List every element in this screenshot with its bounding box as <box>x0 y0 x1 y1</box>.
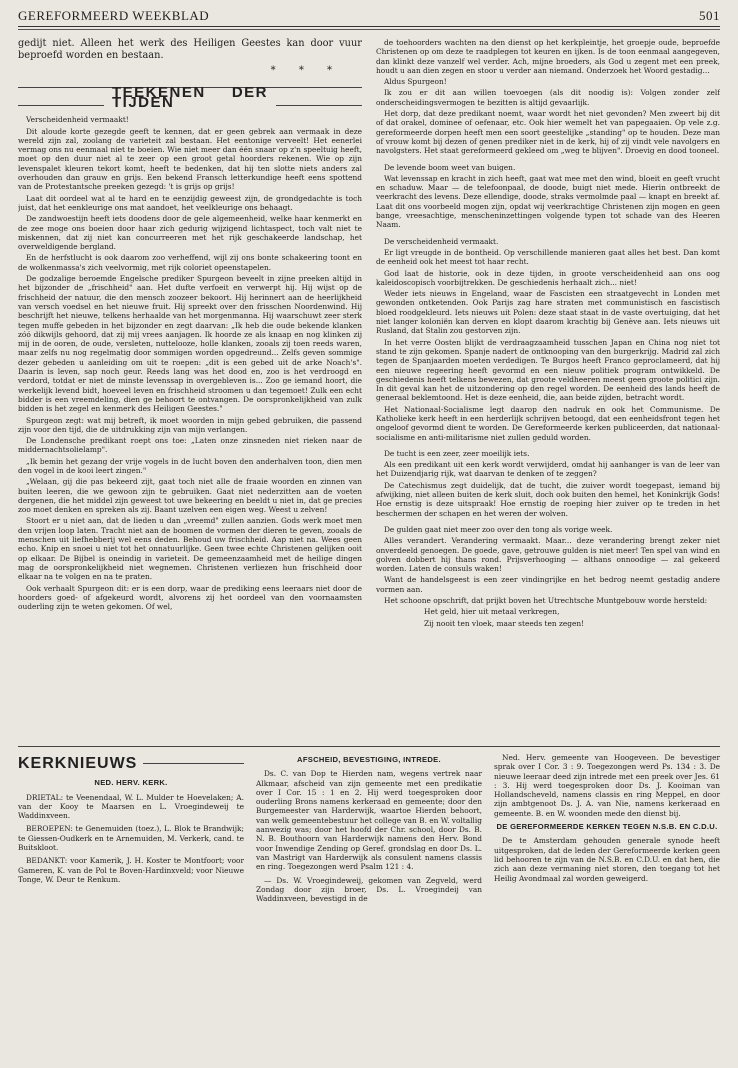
article-paragraph: De verscheidenheid vermaakt. <box>384 236 499 246</box>
article-paragraph: Aldus Spurgeon! <box>384 77 447 87</box>
article-paragraph: De zandwoestijn heeft iets doodens door de gele algemeenheid, welke haar kenmerkt en de zee moge ons boeien door haar zich gedurig wijzigend lichtaspect, toch valt niet te miskennen, dat zij niet kan concurreeren met het rijk geschakeerde landschap, het overweldigende bergland. <box>18 214 362 252</box>
article-paragraph: Het schoone opschrift, dat prijkt boven het Utrechtsche Muntgebouw worde hersteld: <box>384 596 708 606</box>
article-paragraph: Wat levenssap en kracht in zich heeft, gaat wat mee met den wind, bloeit en geeft vrucht en schaduw. Maar — de telefoonpaal, de doode, buigt niet mede. Hierin ontbreekt de veerkracht des levens. Deze ellendige, doode, straks vermolmde paal — knapt en breekt af. Laat dit ons voorbeeld mogen zijn, opdat wij veerkrachtige Christenen zijn mogen en geen bange, vreesachtige, menscheninzettingen volgende typen tot schade van des Heeren Naam. <box>376 173 720 230</box>
right-column <box>376 38 720 738</box>
news-paragraph: BEROEPEN: te Genemuiden (toez.), L. Blok te Brandwijk; te Giessen-Oudkerk en te Arnemuiden, M. Verkerk, cand. te Buitskloot. <box>18 824 244 853</box>
verse-line-2: Zij nooit ten vloek, maar steeds ten zegen! <box>424 618 585 628</box>
header-rule <box>18 26 720 27</box>
article-paragraph: Er ligt vreugde in de bontheid. Op verschillende manieren gaat alles het best. Dan komt de eenheid ook het meest tot haar recht. <box>376 247 720 267</box>
article-paragraph: Spurgeon zegt: wat mij betreft, ik moet woorden in mijn gebed gebruiken, die passend zijn voor den tijd, die de uitdrukking zijn van mijn verlangen. <box>18 415 362 434</box>
kerknieuws-subheading: NED. HERV. KERK. <box>94 778 168 788</box>
article-paragraph: De tucht is een zeer, zeer moeilijk iets. <box>384 448 530 458</box>
intro-text: gedijt niet. Alleen het werk des Heiligen Geestes kan door vuur beproefd worden en bestaan. <box>18 38 362 61</box>
news-paragraph: — Ds. W. Vroegindeweij, gekomen van Zegveld, werd Zondag door zijn broer, Ds. L. Vroegindeij van Waddinxveen, bevestigd in de <box>256 875 482 904</box>
newspaper-page <box>18 8 720 1060</box>
article-paragraph: de toehoorders wachten na den dienst op het kerkpleintje, het groepje oude, beproefde Christenen op om deze te raadplegen tot keuren en ijken. Is de toon eenmaal aangegeven, dan klinkt deze vanzelf wel verder. Ach, mijne broeders, als God u zegent met een preek, houdt u aan dien zegen en stoor u verder aan niemand. Onderzoek het Woord gestadig... <box>376 38 720 75</box>
article-paragraph: „Ik bemin het gezang der vrije vogels in de lucht boven den anderhalven toon, dien men den vogel in de kooi leert zingen." <box>18 456 362 475</box>
article-paragraph: Het dorp, dat deze predikant noemt, waar wordt het niet gevonden? Men zweert bij dit of dat orakel, dominee of oefenaar, etc. Ook hier wemelt het van papegaaien. Op vele z.g. gereformeerde dorpen heeft men een soort geestelijke „standing" op te houden. Deze man of vrouw komt bij dezen of genen prediker niet in de kerk, hij of zij vindt vele navolgers en navolgsters. Het staat gereformeerd gekleed om „weg te blijven". Droevig en dood tooneel. <box>376 109 720 156</box>
article-paragraph: De Catechismus zegt duidelijk, dat de tucht, die zuiver wordt toegepast, iemand bij afwijking, niet alleen buiten de kerk sluit, doch ook buiten den hemel, het Koninkrijk Gods! Hoe ernstig is deze uitspraak! Hoe ernstig de roeping hier zuiver op te treden in het beschermen der schapen en het weren der wolven. <box>376 480 720 518</box>
article-paragraph: „Welaan, gij die pas bekeerd zijt, gaat toch niet alle de fraaie woorden en zinnen van buiten leeren, die we gewoon zijn te gebruiken. Gaat niet nederzitten aan de voeten dergenen, die het middel zijn geweest tot uwe bekeering en beeldt u niet in, dat ge precies zoo moet denken en spreken als zij. Baant uzelven een eigen weg. Weest u zelven! <box>18 477 362 515</box>
verse-line-1: Het geld, hier uit metaal verkregen, <box>424 607 560 617</box>
page-header <box>18 8 720 24</box>
article-paragraph: Verscheidenheid vermaakt! <box>26 115 129 125</box>
bottom-section <box>18 746 720 907</box>
article-paragraph: Alles verandert. Verandering vermaakt. Maar... deze verandering brengt zeker niet onverdeeld genoegen. De goede, gave, getrouwe gulden is niet meer! Ten spel van wind en golven dobbert hij thans rond. Prijsverhooging — althans onnoodige — zal gekeerd worden. Laten de consuls waken! <box>376 536 720 574</box>
article-paragraph: De levende boom weet van buigen. <box>384 162 516 172</box>
afscheid-title: AFSCHEID, BEVESTIGING, INTREDE. <box>297 755 441 764</box>
news-paragraph: DRIETAL: te Veenendaal, W. L. Mulder te Hoevelaken; A. van der Kooy te Maarsen en L. Vroegindeweij te Waddinxveen. <box>18 792 244 821</box>
header-rule-thin <box>18 29 720 30</box>
news-paragraph: Ds. C. van Dop te Hierden nam, wegens vertrek naar Alkmaar, afscheid van zijn gemeente met een predikatie over I Cor. 15 : 1 en 2. Hij werd toegesproken door ouderling Brons namens kerkeraad en gemeente; door den Burgemeester van Harderwijk, waartoe Hierden behoort, van welk gemeentebestuur het college van B. en W. voltallig aanwezig was; door het hoofd der Chr. school, door Ds. B. N. B. Bouthoorn van Harderwijk namens den Herv. Bond voor Inwendige Zending op Geref. grondslag en door Ds. L. van Mastrigt van Harderwijk als consulent namens classis en ring. Toegezongen werd Psalm 121 : 4. <box>256 769 482 872</box>
article-paragraph: Want de handelsgeest is een zeer vindingrijke en het bedrog neemt gestadig andere vormen aan. <box>376 575 720 594</box>
news-paragraph: BEDANKT: voor Kamerik, J. H. Koster te Montfoort; voor Gameren, K. van de Pol te Boven-Hardinxveld; voor Nieuwe Tonge, W. Deur te Renkum. <box>18 856 244 884</box>
main-columns <box>18 38 720 738</box>
article-paragraph: Weder iets nieuws in Engeland, waar de Fascisten een straatgevecht in Londen met gewonden ontketenden. Ook Parijs zag hare straten met communistisch en fascistisch bloed roodgekleurd. Iets nieuws uit Polen: deze staat staat in de vaste overtuiging, dat het niet langer koloniën kan derven en klopt daarom krachtig bij Genève aan. Iets nieuws uit Rusland, dat Stalin zou gestorven zijn. <box>376 289 720 336</box>
section-title-box <box>18 84 362 111</box>
article-paragraph: In het verre Oosten blijkt de verdraagzaamheid tusschen Japan en China nog niet tot stand te zijn gekomen. Spanje nadert de ontknooping van den burgerkrijg. Madrid zal zich tegen de Spanjaarden moeten verdedigen. Te Burgos heeft Franco geproclameerd, dat hij een nieuwe regeering heeft gevormd en een nieuw politiek program ontwikkeld. De geschiedenis heeft telkens bewezen, dat groote veldheeren meest geen groote politici zijn. In dit geval kan het de uitzondering op den regel worden. De eenheid des lands heeft de generaal beklemtoond. Het is deze eenheid, die, aan beide zijden, betracht wordt. <box>376 337 720 403</box>
section-title: TEEKENEN DER TIJDEN <box>104 88 276 107</box>
article-paragraph: Laat dit oordeel wat al te hard en te eenzijdig geweest zijn, de grondgedachte is toch juist, dat het eenkleurige ons mat aandoet, het veelkleurige ons behaagt. <box>18 193 362 212</box>
closing-paragraph: De te Amsterdam gehouden generale synode heeft uitgesproken, dat de leden der Gereformeerde kerken geen lid behooren te zijn van de N.S.B. en C.D.U. en dat hen, die zich aan deze vermaning niet storen, den toegang tot het Heilig Avondmaal zal worden geweigerd. <box>494 836 720 883</box>
article-paragraph: De Londensche predikant roept ons toe: „Laten onze zinsneden niet rieken naar de middernachtsolielamp". <box>18 436 362 455</box>
article-paragraph: Dit aloude korte gezegde geeft te kennen, dat er geen gebrek aan vermaak in deze wereld zijn zal, zoolang de varieteit zal bestaan. Het eentonige verveelt! Het eenerlei vermag ons nu eenmaal niet te boeien. Wie niet meer dan één snaar op z'n speeltuig heeft, moet op den duur niet al te zeer op een groot getal hoorders rekenen. Wie op zijn levenspalet kleuren tekort komt, heeft te bedenken, dat hij ten slotte niets anders zal overhouden dan grauw en grijs. Een bekend Fransch letterkundige heeft eens spottend van de Protestantsche preeken gezegd: 't is grijs op grijs! <box>18 126 362 192</box>
kerknieuws-column <box>18 753 244 907</box>
article-paragraph: Stoort er u niet aan, dat de lieden u dan „vreemd" zullen aanzien. Gods werk moet men den vrijen loop laten. Tracht niet aan de boomen de vormen der dieren te geven, zooals de menschen uit liefhebberij wel eens deden. Behoud uw frischheid. Aap niet na. Wees geen echo. Knip en snoei u niet tot het onnatuurlijke. Geen twee echte Christenen gelijken ooit op elkaar. De Bijbel is oneindig in varieteit. De gemeenzaamheid met de heilige dingen mag de oorspronkelijkheid niet wegnemen. Christenen verliezen hun frischheid door elkaar na te volgen en na te praten. <box>18 516 362 582</box>
gereformeerde-subheading: DE GEREFORMEERDE KERKEN TEGEN N.S.B. EN C.D.U. <box>496 822 718 832</box>
left-column <box>18 38 362 738</box>
kerknieuws-title-text: KERKNIEUWS <box>18 755 138 772</box>
article-paragraph: Als een predikant uit een kerk wordt verwijderd, omdat hij aanhanger is van de leer van het Duizendjarig rijk, wat daarvan te denken of te zeggen? <box>376 460 720 479</box>
section-stars: * * * <box>270 65 342 76</box>
article-paragraph: Ik zou er dit aan willen toevoegen (als dit noodig is): Volgen zonder zelf onderscheidingsvermogen te bezitten is altijd gevaarlijk. <box>376 88 720 107</box>
last-column <box>494 753 720 907</box>
article-paragraph: Het Nationaal-Socialisme legt daarop den nadruk en ook het Communisme. De Katholieke kerk heeft in een herderlijk schrijven betoogd, dat een eenheidsfront tegen het ongeloof gevormd dient te worden. De Gereformeerde kerken publiceerden, dat nationaal-socialisme en anti-militarisme niet zullen geduld worden. <box>376 404 720 442</box>
news-paragraph: Ned. Herv. gemeente van Hoogeveen. De bevestiger sprak over I Cor. 3 : 9. Toegezongen werd Ps. 134 : 3. De nieuwe leeraar deed zijn intrede met een preek over Jes. 61 : 3. Hij werd toegesproken door Ds. J. Kooiman van Hollandscheveld, namens classis en ring Meppel, en door zijn ambtgenoot Ds. J. A. van Nie, namens kerkeraad en gemeente. B. en W. woonden mede den dienst bij. <box>494 753 720 818</box>
article-paragraph: God laat de historie, ook in deze tijden, in groote verscheidenheid aan ons oog kaleidoscopisch voorbijtrekken. De geschiedenis herhaalt zich... niet! <box>376 268 720 287</box>
article-paragraph: En de herfstlucht is ook daarom zoo verheffend, wijl zij ons bonte schakeering toont en de wolkenmassa's zich veelvormig, met rijk coloriet opeenstapelen. <box>18 253 362 272</box>
afscheid-column <box>256 753 482 907</box>
article-paragraph: De gulden gaat niet meer zoo over den tong als vorige week. <box>384 524 613 534</box>
publication-title: GEREFORMEERD WEEKBLAD <box>18 8 210 23</box>
article-paragraph: De godzalige beroemde Engelsche prediker Spurgeon beveelt in zijne preeken altijd in het bijzonder de „frischheid" aan. Het dufte verfoeit en verwerpt hij. Hij wijst op de frischheid der natuur, die den mensch zoozeer bekoort. Hij herinnert aan de heerlijkheid van versch voedsel en het nieuwe fruit. Hij spreekt over den frisschen Noordenwind. Hij beschrijft het nieuwe, telkens herhaalde van het morgenmanna. Hij waarschuwt zeer sterk tegen muffe gebeden in het bijzonder en zegt daarvan: „Ik heb die oude bekende klanken zóó dikwijls gehoord, dat zij mij vrees aanjagen. Ik hoorde ze als knaap en nog klinken zij mij in de ooren, de oude, versleten, nuttelooze, holle klanken, zooals zij toen reeds waren, maar zelfs nu nog regelmatig door sommigen worden opgedreund... Zelfs geven sommige dezer gebeden u aanleiding om uit te roepen: „dit is een gebed uit de arke Noach's". Daarin is leven, sap noch geur. Reeds lang was het dood en, zoo is het verdroogd en verdord, totdat er niet de minste levenssap in overgebleven is... Zoo ge iemand hoort, die werkelijk levend bidt, hoeveel leven en frischheid stroomen u dan tegemoet! Zulk een echt bidder is een vreemdeling, dien ge behoort te ontvangen. De oorspronkelijkheid van zulk bidden is het zegel en kenmerk des Heiligen Geestes." <box>18 274 362 414</box>
article-paragraph: Ook verhaalt Spurgeon dit: er is een dorp, waar de prediking eens leeraars niet door de hoorders goed- of afgekeurd wordt, alvorens zij het oordeel van den voornaamsten ouderling zijn te weten gekomen. Of wel, <box>18 583 362 612</box>
page-number: 501 <box>699 8 720 23</box>
kerknieuws-title <box>18 755 244 772</box>
